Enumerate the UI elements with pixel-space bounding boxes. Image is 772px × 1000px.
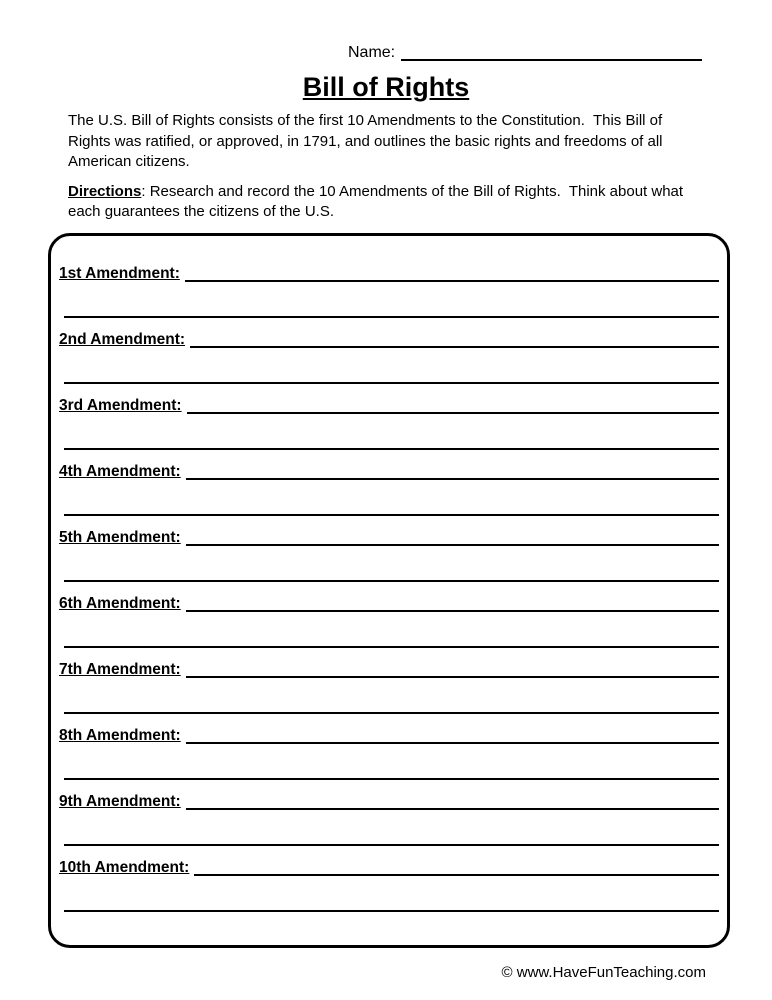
- amendment-entry: [59, 250, 719, 316]
- amendment-blank-line-2: [64, 613, 719, 648]
- amendment-entry: [59, 580, 719, 646]
- amendment-blank-line-1: [185, 280, 719, 282]
- amendment-label-row: [59, 316, 719, 349]
- name-row: [348, 42, 702, 62]
- amendment-entry: [59, 514, 719, 580]
- directions-text: : Research and record the 10 Amendments of the Bill of Rights. Think about what each guarantees the citizens of the U.S.: [68, 182, 688, 221]
- amendment-label: 3rd Amendment:: [59, 396, 182, 414]
- amendment-label-row: [59, 580, 719, 613]
- amendment-label-row: [59, 382, 719, 415]
- amendment-label: 10th Amendment:: [59, 858, 190, 876]
- amendment-blank-line-2: [64, 481, 719, 516]
- amendment-entry: [59, 382, 719, 448]
- amendments-box: [48, 233, 730, 948]
- amendment-blank-line-2: [64, 283, 719, 318]
- amendment-blank-line-1: [186, 544, 719, 546]
- amendment-label: 9th Amendment:: [59, 792, 181, 810]
- page-title: Bill of Rights: [302, 72, 470, 102]
- amendment-blank-line-2: [64, 547, 719, 582]
- amendment-label: 6th Amendment:: [59, 594, 181, 612]
- amendment-blank-line-2: [64, 679, 719, 714]
- amendment-entry: [59, 316, 719, 382]
- amendment-label: 7th Amendment:: [59, 660, 181, 678]
- amendment-label-row: [59, 778, 719, 811]
- amendment-blank-line-1: [186, 742, 719, 744]
- name-blank-line: [401, 59, 702, 61]
- amendment-label: 1st Amendment:: [59, 264, 180, 282]
- amendment-label: 8th Amendment:: [59, 726, 181, 744]
- amendment-entry: [59, 646, 719, 712]
- amendment-blank-line-1: [187, 412, 719, 414]
- name-label: Name:: [348, 44, 396, 62]
- amendment-label-row: [59, 514, 719, 547]
- amendment-blank-line-2: [64, 877, 719, 912]
- amendment-blank-line-2: [64, 745, 719, 780]
- intro-paragraph: The U.S. Bill of Rights consists of the first 10 Amendments to the Constitution. This Bill of Rights was ratified, or approved, in 1791, and outlines the basic rights and freedoms of all American citizens.: [68, 112, 667, 171]
- amendment-label-row: [59, 712, 719, 745]
- amendment-label: 2nd Amendment:: [59, 330, 186, 348]
- amendment-blank-line-1: [186, 478, 719, 480]
- directions-paragraph: [68, 182, 708, 223]
- amendment-label-row: [59, 646, 719, 679]
- amendment-blank-line-1: [186, 676, 719, 678]
- amendment-label: 4th Amendment:: [59, 462, 181, 480]
- amendment-blank-line-1: [190, 346, 719, 348]
- amendment-entry: [59, 778, 719, 844]
- amendment-blank-line-2: [64, 811, 719, 846]
- amendment-entry: [59, 844, 719, 910]
- amendment-entry: [59, 448, 719, 514]
- amendment-blank-line-1: [186, 808, 719, 810]
- amendment-label-row: [59, 448, 719, 481]
- amendment-blank-line-1: [194, 874, 719, 876]
- footer-credit: © www.HaveFunTeaching.com: [501, 963, 706, 981]
- amendment-label: 5th Amendment:: [59, 528, 181, 546]
- directions-label: Directions: [68, 182, 142, 200]
- amendment-label-row: [59, 844, 719, 877]
- amendment-entry: [59, 712, 719, 778]
- amendment-label-row: [59, 250, 719, 283]
- amendment-blank-line-1: [186, 610, 719, 612]
- amendment-blank-line-2: [64, 415, 719, 450]
- amendment-blank-line-2: [64, 349, 719, 384]
